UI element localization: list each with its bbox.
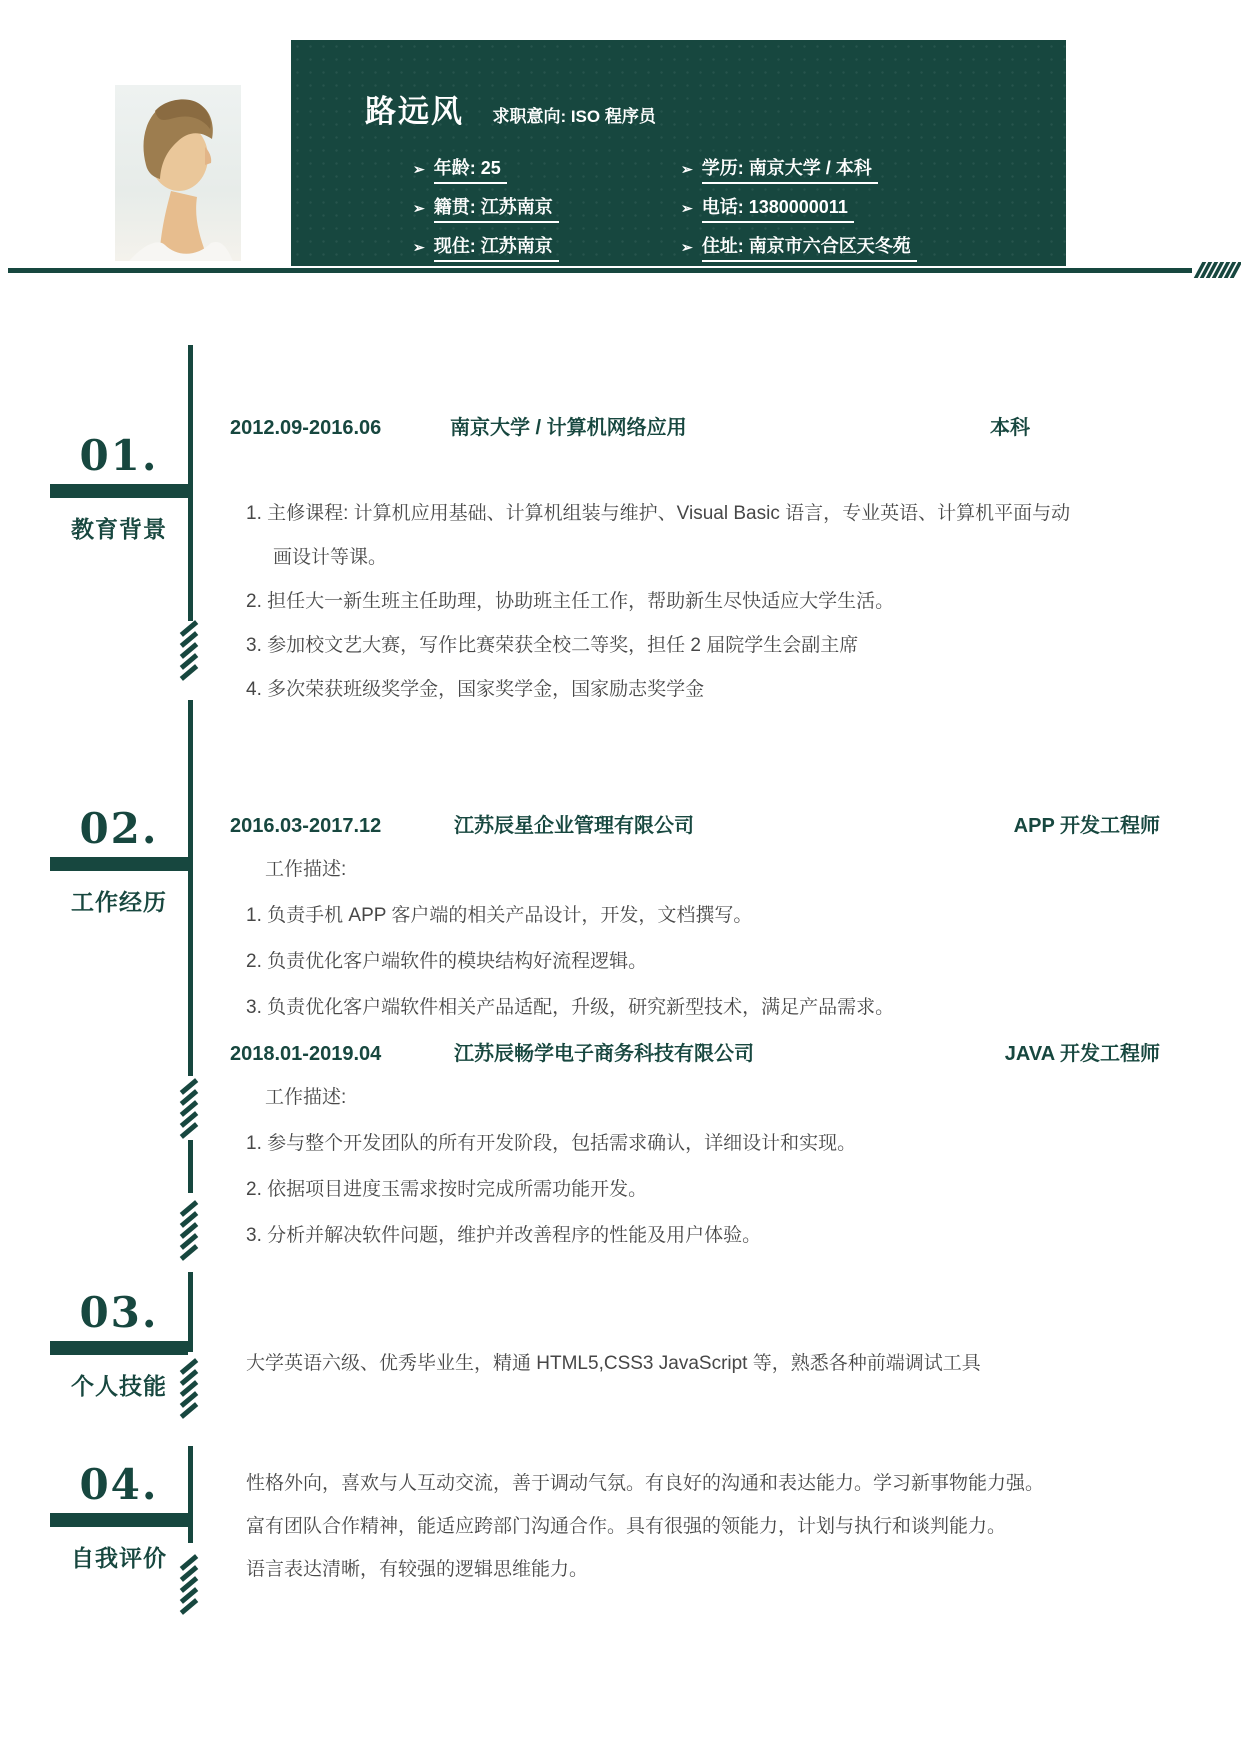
profile-photo: [115, 85, 241, 261]
timeline-line: [188, 1140, 193, 1193]
section-number: 02.: [79, 804, 159, 853]
education-header-row: [230, 414, 1030, 442]
timeline-line: [188, 345, 193, 621]
work-period: 2016.03-2017.12: [230, 815, 382, 837]
arrow-bullet-icon: ➢: [413, 161, 425, 177]
evaluation-line: 语言表达清晰，有较强的逻辑思维能力。: [246, 1559, 589, 1580]
arrow-bullet-icon: ➢: [413, 239, 425, 255]
info-item-age: [413, 158, 681, 184]
arrow-bullet-icon: ➢: [681, 239, 693, 255]
section-skills-label: [50, 1290, 188, 1401]
education-items: [246, 492, 1076, 712]
contact-info-grid: [413, 158, 1066, 262]
arrow-bullet-icon: ➢: [413, 200, 425, 216]
education-item: 2. 担任大一新生班主任助理，协助班主任工作，帮助新生尽快适应大学生活。: [246, 591, 895, 612]
timeline-hatch-icon: [179, 1078, 203, 1139]
work-description-label: 工作描述:: [265, 1087, 347, 1108]
section-evaluation-label: [50, 1462, 188, 1573]
education-item: 4. 多次荣获班级奖学金，国家奖学金，国家励志奖学金: [246, 679, 705, 700]
work-item: 3. 负责优化客户端软件相关产品适配，升级，研究新型技术，满足产品需求。: [246, 997, 895, 1018]
section-bar: [50, 1513, 188, 1527]
info-text: 学历: 南京大学 / 本科: [702, 158, 878, 184]
work-item: 1. 负责手机 APP 客户端的相关产品设计，开发，文档撰写。: [246, 905, 753, 926]
work-entry: [230, 1040, 1160, 1249]
work-header-row: [230, 1040, 1160, 1068]
divider-slashes-icon: [1198, 262, 1238, 278]
section-title: 教育背景: [71, 516, 167, 542]
education-school: 南京大学 / 计算机网络应用: [450, 417, 687, 439]
timeline-hatch-icon: [179, 620, 203, 681]
work-item: 2. 负责优化客户端软件的模块结构好流程逻辑。: [246, 951, 648, 972]
work-company: 江苏辰星企业管理有限公司: [454, 815, 694, 837]
info-item-residence: [413, 236, 681, 262]
evaluation-line: 性格外向，喜欢与人互动交流，善于调动气氛。有良好的沟通和表达能力。学习新事物能力强。: [246, 1473, 1045, 1494]
education-degree: 本科: [990, 417, 1030, 439]
timeline-line: [188, 700, 193, 1076]
arrow-bullet-icon: ➢: [681, 161, 693, 177]
candidate-name: 路远风: [365, 94, 464, 129]
info-text: 住址: 南京市六合区天冬苑: [702, 236, 917, 262]
work-entry: [230, 812, 1160, 1021]
evaluation-block: [246, 1462, 1166, 1591]
info-text: 年龄: 25: [434, 158, 507, 184]
job-intent: 求职意向: ISO 程序员: [492, 107, 656, 126]
work-role: JAVA 开发工程师: [1004, 1043, 1160, 1065]
timeline-hatch-icon: [179, 1200, 203, 1261]
education-item: 3. 参加校文艺大赛，写作比赛荣获全校二等奖，担任 2 届院学生会副主席: [246, 635, 859, 656]
education-period: 2012.09-2016.06: [230, 417, 382, 439]
section-number: 01.: [79, 431, 159, 480]
info-item-phone: [681, 197, 1066, 223]
work-company: 江苏辰畅学电子商务科技有限公司: [454, 1043, 754, 1065]
section-number: 04.: [79, 1460, 159, 1509]
section-bar: [50, 1341, 188, 1355]
arrow-bullet-icon: ➢: [681, 200, 693, 216]
section-work-label: [50, 806, 188, 917]
section-education-label: [50, 433, 188, 544]
name-row: [365, 86, 1066, 131]
work-period: 2018.01-2019.04: [230, 1043, 382, 1065]
work-header-row: [230, 812, 1160, 840]
section-title: 个人技能: [71, 1373, 167, 1399]
info-text: 籍贯: 江苏南京: [434, 197, 559, 223]
timeline-line: [188, 1446, 193, 1543]
info-item-origin: [413, 197, 681, 223]
skills-text: 大学英语六级、优秀毕业生，精通 HTML5,CSS3 JavaScript 等，熟悉各种前端调试工具: [246, 1353, 981, 1374]
profile-photo-image: [115, 85, 241, 261]
divider-line: [8, 268, 1192, 273]
evaluation-line: 富有团队合作精神，能适应跨部门沟通合作。具有很强的领能力，计划与执行和谈判能力。: [246, 1516, 1007, 1537]
section-bar: [50, 484, 188, 498]
timeline-line: [188, 1272, 193, 1352]
work-item: 2. 依据项目进度玉需求按时完成所需功能开发。: [246, 1179, 648, 1200]
info-text: 电话: 1380000011: [702, 197, 854, 223]
section-bar: [50, 857, 188, 871]
section-number: 03.: [79, 1288, 159, 1337]
work-item: 1. 参与整个开发团队的所有开发阶段，包括需求确认，详细设计和实现。: [246, 1133, 857, 1154]
section-title: 工作经历: [71, 889, 167, 915]
info-item-address: [681, 236, 1066, 262]
work-role: APP 开发工程师: [1013, 815, 1160, 837]
work-item: 3. 分析并解决软件问题，维护并改善程序的性能及用户体验。: [246, 1225, 762, 1246]
work-description-label: 工作描述:: [265, 859, 347, 880]
header-banner: [291, 40, 1066, 266]
info-text: 现住: 江苏南京: [434, 236, 559, 262]
education-item: 1. 主修课程: 计算机应用基础、计算机组装与维护、Visual Basic 语言，专业英语、计算机平面与动画设计等课。: [246, 503, 1071, 568]
info-item-education: [681, 158, 1066, 184]
section-title: 自我评价: [71, 1545, 167, 1571]
